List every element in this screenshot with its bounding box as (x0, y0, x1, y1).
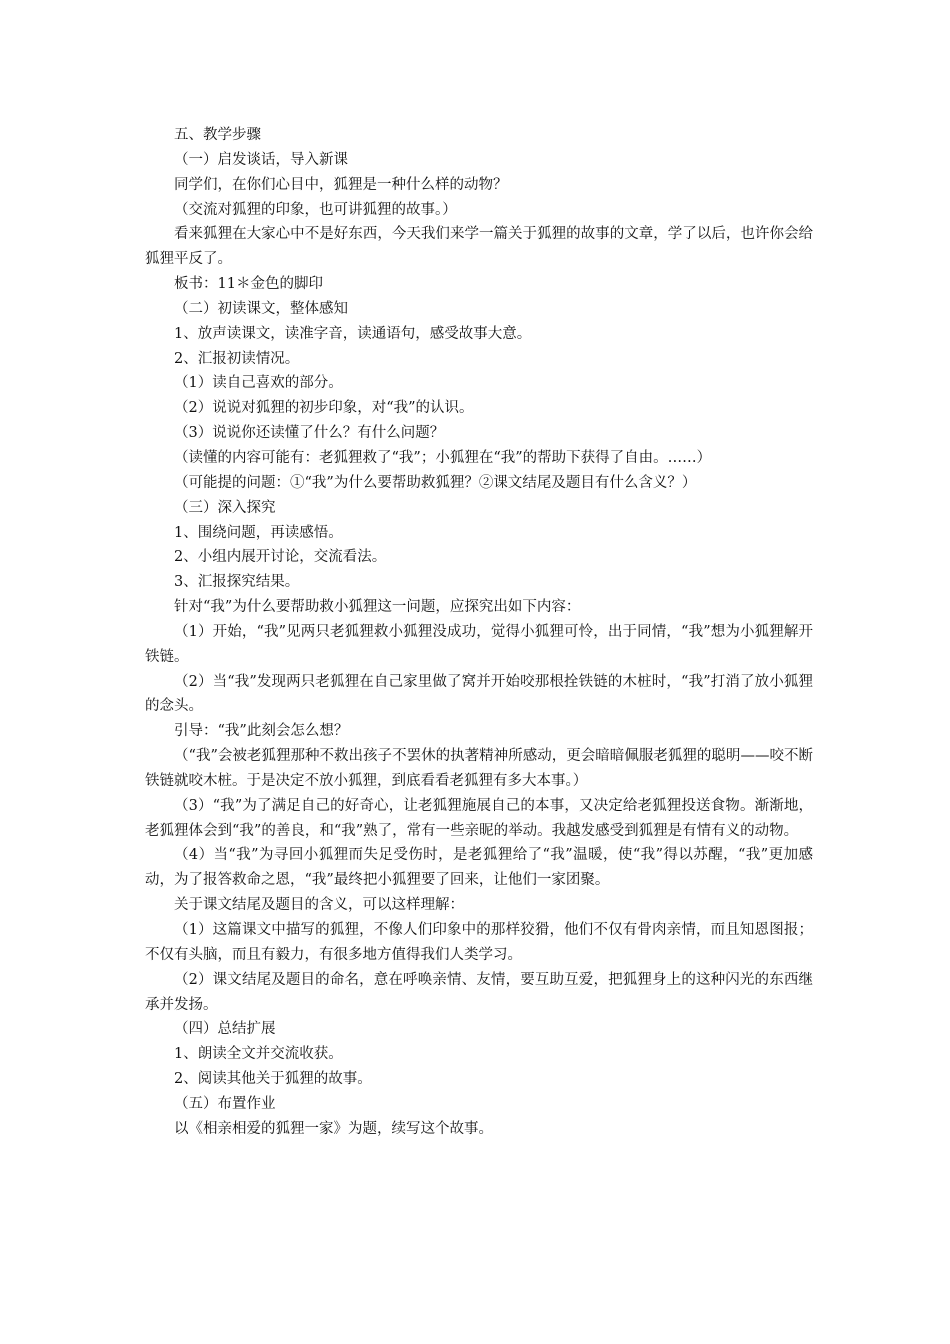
list-item: （4）当“我”为寻回小狐狸而失足受伤时，是老狐狸给了“我”温暖，使“我”得以苏醒，“我”更加感动，为了报答救命之恩，“我”最终把小狐狸要了回来，让他们一家团聚。 (145, 847, 813, 889)
list-item: （1）这篇课文中描写的狐狸，不像人们印象中的那样狡猾，他们不仅有骨肉亲情，而且知恩图报；不仅有头脑，而且有毅力，有很多地方值得我们人类学习。 (145, 922, 813, 963)
list-item: （1）开始，“我”见两只老狐狸救小狐狸没成功，觉得小狐狸可怜，出于同情，“我”想为小狐狸解开铁链。 (145, 623, 813, 665)
paragraph: 看来狐狸在大家心中不是好东西，今天我们来学一篇关于狐狸的故事的文章，学了以后，也许你会给狐狸平反了。 (145, 226, 813, 268)
paragraph: 针对“我”为什么要帮助救小狐狸这一问题，应探究出如下内容： (174, 599, 581, 616)
paragraph: 以《相亲相爱的狐狸一家》为题，续写这个故事。 (174, 1120, 493, 1137)
section-heading: （三）深入探究 (174, 499, 276, 516)
paragraph: （读懂的内容可能有：老狐狸救了“我”；小狐狸在“我”的帮助下获得了自由。……） (174, 449, 712, 466)
list-item: （1）读自己喜欢的部分。 (174, 375, 343, 392)
list-item: （3）“我”为了满足自己的好奇心，让老狐狸施展自己的本事，又决定给老狐狸投送食物。渐渐地，老狐狸体会到“我”的善良，和“我”熟了，常有一些亲昵的举动。我越发感受到狐狸是有情有义的动物。 (145, 797, 813, 839)
list-item: （3）说说你还读懂了什么？有什么问题？ (174, 425, 445, 442)
list-item: 1、放声读课文，读准字音，读通语句，感受故事大意。 (174, 325, 532, 342)
paragraph: （“我”会被老狐狸那种不救出孩子不罢休的执著精神所感动，更会暗暗佩服老狐狸的聪明——咬不断铁链就咬木桩。于是决定不放小狐狸，到底看看老狐狸有多大本事。） (145, 748, 813, 789)
paragraph: （可能提的问题：①“我”为什么要帮助救狐狸？②课文结尾及题目有什么含义？） (174, 474, 697, 491)
paragraph: 同学们，在你们心目中，狐狸是一种什么样的动物？ (174, 176, 508, 193)
list-item: （2）说说对狐狸的初步印象，对“我”的认识。 (174, 400, 474, 417)
list-item: 2、阅读其他关于狐狸的故事。 (174, 1071, 372, 1088)
list-item: （2）课文结尾及题目的命名，意在呼唤亲情、友情，要互助互爱，把狐狸身上的这种闪光的东西继承并发扬。 (145, 971, 813, 1013)
paragraph: 板书：11＊金色的脚印 (174, 276, 323, 293)
section-heading: （一）启发谈话，导入新课 (174, 151, 348, 168)
section-heading: （四）总结扩展 (174, 1021, 276, 1038)
section-heading: （二）初读课文，整体感知 (174, 300, 348, 317)
heading-teaching-steps: 五、教学步骤 (174, 127, 261, 143)
list-item: 1、朗读全文并交流收获。 (174, 1046, 343, 1063)
paragraph: （交流对狐狸的印象，也可讲狐狸的故事。） (174, 201, 457, 218)
list-item: 2、小组内展开讨论，交流看法。 (174, 549, 387, 566)
list-item: （2）当“我”发现两只老狐狸在自己家里做了窝并开始咬那根拴铁链的木桩时，“我”打消了放小狐狸的念头。 (145, 673, 813, 715)
list-item: 1、围绕问题，再读感悟。 (174, 524, 343, 541)
paragraph: 关于课文结尾及题目的含义，可以这样理解： (174, 897, 464, 914)
list-item: 2、汇报初读情况。 (174, 350, 300, 367)
section-heading: （五）布置作业 (174, 1095, 276, 1112)
document-body (145, 123, 813, 1142)
list-item: 3、汇报探究结果。 (174, 574, 300, 591)
paragraph: 引导：“我”此刻会怎么想？ (174, 723, 349, 740)
